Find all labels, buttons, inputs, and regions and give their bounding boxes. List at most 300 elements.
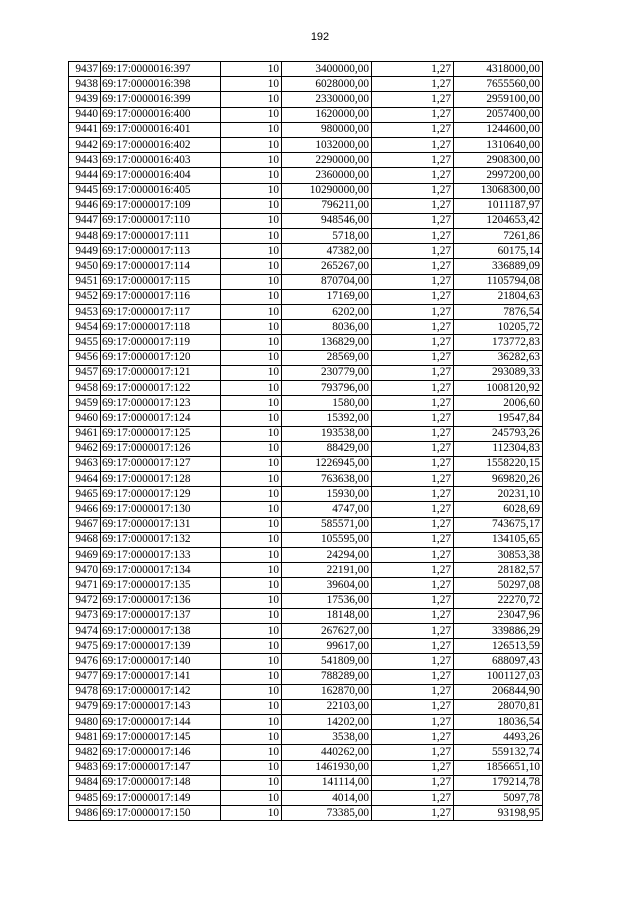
cadastral-value-cell: 28182,57 <box>454 563 543 578</box>
coefficient-a-cell: 10 <box>221 153 282 168</box>
coefficient-k-cell: 1,27 <box>372 305 454 320</box>
coefficient-a-cell: 10 <box>221 487 282 502</box>
row-number-cell: 9483 <box>69 760 101 775</box>
coefficient-k-cell: 1,27 <box>372 183 454 198</box>
coefficient-a-cell: 10 <box>221 259 282 274</box>
cadastral-number-cell: 69:17:0000017:144 <box>101 715 221 730</box>
row-number-cell: 9440 <box>69 107 101 122</box>
row-number-cell: 9482 <box>69 745 101 760</box>
cadastral-number-cell: 69:17:0000016:399 <box>101 92 221 107</box>
row-number-cell: 9485 <box>69 791 101 806</box>
row-number-cell: 9445 <box>69 183 101 198</box>
row-number-cell: 9468 <box>69 532 101 547</box>
coefficient-k-cell: 1,27 <box>372 122 454 137</box>
cadastral-value-cell: 20231,10 <box>454 487 543 502</box>
cadastral-value-cell: 7655560,00 <box>454 77 543 92</box>
coefficient-k-cell: 1,27 <box>372 62 454 77</box>
coefficient-k-cell: 1,27 <box>372 654 454 669</box>
cadastral-value-cell: 50297,08 <box>454 578 543 593</box>
coefficient-a-cell: 10 <box>221 578 282 593</box>
coefficient-a-cell: 10 <box>221 213 282 228</box>
row-number-cell: 9474 <box>69 623 101 638</box>
table-row <box>69 456 543 471</box>
cadastral-value-cell: 1001127,03 <box>454 669 543 684</box>
row-number-cell: 9453 <box>69 305 101 320</box>
base-value-cell: 8036,00 <box>282 320 372 335</box>
coefficient-a-cell: 10 <box>221 654 282 669</box>
row-number-cell: 9455 <box>69 335 101 350</box>
cadastral-value-cell: 5097,78 <box>454 791 543 806</box>
base-value-cell: 162870,00 <box>282 684 372 699</box>
table-row <box>69 563 543 578</box>
cadastral-value-cell: 1856651,10 <box>454 760 543 775</box>
table-row <box>69 229 543 244</box>
table-row <box>69 806 543 821</box>
row-number-cell: 9470 <box>69 563 101 578</box>
cadastral-number-cell: 69:17:0000017:111 <box>101 229 221 244</box>
coefficient-a-cell: 10 <box>221 107 282 122</box>
base-value-cell: 1226945,00 <box>282 456 372 471</box>
cadastral-number-cell: 69:17:0000017:119 <box>101 335 221 350</box>
coefficient-k-cell: 1,27 <box>372 380 454 395</box>
coefficient-a-cell: 10 <box>221 806 282 821</box>
row-number-cell: 9438 <box>69 77 101 92</box>
cadastral-value-cell: 21804,63 <box>454 289 543 304</box>
base-value-cell: 788289,00 <box>282 669 372 684</box>
base-value-cell: 10290000,00 <box>282 183 372 198</box>
coefficient-a-cell: 10 <box>221 77 282 92</box>
coefficient-a-cell: 10 <box>221 456 282 471</box>
row-number-cell: 9465 <box>69 487 101 502</box>
table-row <box>69 669 543 684</box>
cadastral-value-cell: 134105,65 <box>454 532 543 547</box>
base-value-cell: 6028000,00 <box>282 77 372 92</box>
base-value-cell: 1620000,00 <box>282 107 372 122</box>
row-number-cell: 9484 <box>69 775 101 790</box>
table-row <box>69 593 543 608</box>
table-row <box>69 699 543 714</box>
cadastral-number-cell: 69:17:0000017:145 <box>101 730 221 745</box>
table-row <box>69 168 543 183</box>
base-value-cell: 39604,00 <box>282 578 372 593</box>
page-number: 192 <box>310 31 330 43</box>
cadastral-number-cell: 69:17:0000017:132 <box>101 532 221 547</box>
base-value-cell: 2360000,00 <box>282 168 372 183</box>
row-number-cell: 9448 <box>69 229 101 244</box>
row-number-cell: 9443 <box>69 153 101 168</box>
cadastral-number-cell: 69:17:0000017:113 <box>101 244 221 259</box>
coefficient-a-cell: 10 <box>221 548 282 563</box>
cadastral-value-cell: 206844,90 <box>454 684 543 699</box>
cadastral-value-cell: 1204653,42 <box>454 213 543 228</box>
cadastral-number-cell: 69:17:0000017:137 <box>101 608 221 623</box>
row-number-cell: 9460 <box>69 411 101 426</box>
coefficient-a-cell: 10 <box>221 639 282 654</box>
cadastral-number-cell: 69:17:0000017:128 <box>101 472 221 487</box>
coefficient-a-cell: 10 <box>221 745 282 760</box>
coefficient-a-cell: 10 <box>221 608 282 623</box>
cadastral-value-cell: 1310640,00 <box>454 137 543 152</box>
coefficient-k-cell: 1,27 <box>372 320 454 335</box>
table-row <box>69 548 543 563</box>
table-row <box>69 259 543 274</box>
table-row <box>69 426 543 441</box>
base-value-cell: 796211,00 <box>282 198 372 213</box>
coefficient-k-cell: 1,27 <box>372 487 454 502</box>
coefficient-k-cell: 1,27 <box>372 198 454 213</box>
base-value-cell: 24294,00 <box>282 548 372 563</box>
cadastral-number-cell: 69:17:0000017:110 <box>101 213 221 228</box>
base-value-cell: 980000,00 <box>282 122 372 137</box>
cadastral-value-cell: 10205,72 <box>454 320 543 335</box>
coefficient-a-cell: 10 <box>221 517 282 532</box>
cadastral-number-cell: 69:17:0000017:141 <box>101 669 221 684</box>
coefficient-a-cell: 10 <box>221 563 282 578</box>
table-row <box>69 365 543 380</box>
table-row <box>69 608 543 623</box>
cadastral-number-cell: 69:17:0000017:143 <box>101 699 221 714</box>
base-value-cell: 5718,00 <box>282 229 372 244</box>
coefficient-a-cell: 10 <box>221 775 282 790</box>
cadastral-value-cell: 293089,33 <box>454 365 543 380</box>
row-number-cell: 9452 <box>69 289 101 304</box>
cadastral-value-cell: 1008120,92 <box>454 380 543 395</box>
cadastral-value-cell: 18036,54 <box>454 715 543 730</box>
base-value-cell: 230779,00 <box>282 365 372 380</box>
table-row <box>69 62 543 77</box>
row-number-cell: 9454 <box>69 320 101 335</box>
cadastral-number-cell: 69:17:0000016:397 <box>101 62 221 77</box>
row-number-cell: 9449 <box>69 244 101 259</box>
coefficient-k-cell: 1,27 <box>372 456 454 471</box>
base-value-cell: 22191,00 <box>282 563 372 578</box>
cadastral-number-cell: 69:17:0000017:142 <box>101 684 221 699</box>
coefficient-a-cell: 10 <box>221 441 282 456</box>
row-number-cell: 9458 <box>69 380 101 395</box>
table-row <box>69 472 543 487</box>
coefficient-a-cell: 10 <box>221 168 282 183</box>
row-number-cell: 9463 <box>69 456 101 471</box>
table-row <box>69 623 543 638</box>
cadastral-value-cell: 2908300,00 <box>454 153 543 168</box>
cadastral-number-cell: 69:17:0000017:149 <box>101 791 221 806</box>
coefficient-a-cell: 10 <box>221 669 282 684</box>
coefficient-a-cell: 10 <box>221 305 282 320</box>
cadastral-value-cell: 22270,72 <box>454 593 543 608</box>
table-row <box>69 198 543 213</box>
coefficient-a-cell: 10 <box>221 411 282 426</box>
table-row <box>69 274 543 289</box>
cadastral-value-cell: 969820,26 <box>454 472 543 487</box>
table-row <box>69 487 543 502</box>
base-value-cell: 1032000,00 <box>282 137 372 152</box>
cadastral-number-cell: 69:17:0000017:125 <box>101 426 221 441</box>
table-row <box>69 289 543 304</box>
cadastral-value-cell: 2006,60 <box>454 396 543 411</box>
coefficient-k-cell: 1,27 <box>372 274 454 289</box>
base-value-cell: 6202,00 <box>282 305 372 320</box>
coefficient-k-cell: 1,27 <box>372 532 454 547</box>
coefficient-k-cell: 1,27 <box>372 472 454 487</box>
cadastral-value-cell: 2997200,00 <box>454 168 543 183</box>
cadastral-value-cell: 2057400,00 <box>454 107 543 122</box>
row-number-cell: 9469 <box>69 548 101 563</box>
coefficient-a-cell: 10 <box>221 335 282 350</box>
table-row <box>69 715 543 730</box>
table-row <box>69 244 543 259</box>
coefficient-k-cell: 1,27 <box>372 396 454 411</box>
base-value-cell: 15930,00 <box>282 487 372 502</box>
row-number-cell: 9459 <box>69 396 101 411</box>
coefficient-a-cell: 10 <box>221 274 282 289</box>
coefficient-a-cell: 10 <box>221 623 282 638</box>
cadastral-number-cell: 69:17:0000017:131 <box>101 517 221 532</box>
coefficient-k-cell: 1,27 <box>372 715 454 730</box>
cadastral-number-cell: 69:17:0000017:129 <box>101 487 221 502</box>
coefficient-a-cell: 10 <box>221 198 282 213</box>
cadastral-value-cell: 245793,26 <box>454 426 543 441</box>
table-row <box>69 441 543 456</box>
cadastral-number-cell: 69:17:0000017:136 <box>101 593 221 608</box>
cadastral-value-cell: 4318000,00 <box>454 62 543 77</box>
row-number-cell: 9457 <box>69 365 101 380</box>
cadastral-value-cell: 4493,26 <box>454 730 543 745</box>
coefficient-a-cell: 10 <box>221 532 282 547</box>
coefficient-k-cell: 1,27 <box>372 77 454 92</box>
cadastral-value-cell: 1558220,15 <box>454 456 543 471</box>
coefficient-a-cell: 10 <box>221 350 282 365</box>
row-number-cell: 9472 <box>69 593 101 608</box>
table-row <box>69 350 543 365</box>
table-row <box>69 183 543 198</box>
cadastral-number-cell: 69:17:0000017:109 <box>101 198 221 213</box>
table-row <box>69 380 543 395</box>
cadastral-number-cell: 69:17:0000017:115 <box>101 274 221 289</box>
row-number-cell: 9456 <box>69 350 101 365</box>
coefficient-a-cell: 10 <box>221 684 282 699</box>
cadastral-number-cell: 69:17:0000017:148 <box>101 775 221 790</box>
row-number-cell: 9473 <box>69 608 101 623</box>
coefficient-a-cell: 10 <box>221 593 282 608</box>
row-number-cell: 9471 <box>69 578 101 593</box>
cadastral-number-cell: 69:17:0000017:116 <box>101 289 221 304</box>
cadastral-value-cell: 13068300,00 <box>454 183 543 198</box>
row-number-cell: 9450 <box>69 259 101 274</box>
table-row <box>69 396 543 411</box>
coefficient-k-cell: 1,27 <box>372 441 454 456</box>
row-number-cell: 9441 <box>69 122 101 137</box>
coefficient-a-cell: 10 <box>221 699 282 714</box>
base-value-cell: 3400000,00 <box>282 62 372 77</box>
cadastral-number-cell: 69:17:0000017:135 <box>101 578 221 593</box>
base-value-cell: 948546,00 <box>282 213 372 228</box>
coefficient-a-cell: 10 <box>221 715 282 730</box>
coefficient-k-cell: 1,27 <box>372 107 454 122</box>
row-number-cell: 9467 <box>69 517 101 532</box>
cadastral-value-cell: 1011187,97 <box>454 198 543 213</box>
coefficient-a-cell: 10 <box>221 380 282 395</box>
base-value-cell: 105595,00 <box>282 532 372 547</box>
row-number-cell: 9479 <box>69 699 101 714</box>
cadastral-value-cell: 743675,17 <box>454 517 543 532</box>
row-number-cell: 9461 <box>69 426 101 441</box>
coefficient-a-cell: 10 <box>221 244 282 259</box>
base-value-cell: 22103,00 <box>282 699 372 714</box>
cadastral-number-cell: 69:17:0000017:118 <box>101 320 221 335</box>
cadastral-number-cell: 69:17:0000016:405 <box>101 183 221 198</box>
coefficient-k-cell: 1,27 <box>372 775 454 790</box>
cadastral-number-cell: 69:17:0000017:122 <box>101 380 221 395</box>
coefficient-k-cell: 1,27 <box>372 563 454 578</box>
table-row <box>69 532 543 547</box>
cadastral-value-cell: 7261,86 <box>454 229 543 244</box>
coefficient-k-cell: 1,27 <box>372 411 454 426</box>
row-number-cell: 9466 <box>69 502 101 517</box>
row-number-cell: 9462 <box>69 441 101 456</box>
row-number-cell: 9444 <box>69 168 101 183</box>
table-row <box>69 517 543 532</box>
coefficient-k-cell: 1,27 <box>372 168 454 183</box>
cadastral-value-cell: 126513,59 <box>454 639 543 654</box>
cadastral-number-cell: 69:17:0000017:133 <box>101 548 221 563</box>
table-row <box>69 791 543 806</box>
row-number-cell: 9451 <box>69 274 101 289</box>
coefficient-k-cell: 1,27 <box>372 259 454 274</box>
table-row <box>69 760 543 775</box>
cadastral-number-cell: 69:17:0000017:127 <box>101 456 221 471</box>
cadastral-number-cell: 69:17:0000017:126 <box>101 441 221 456</box>
coefficient-k-cell: 1,27 <box>372 502 454 517</box>
base-value-cell: 99617,00 <box>282 639 372 654</box>
table-row <box>69 578 543 593</box>
coefficient-a-cell: 10 <box>221 229 282 244</box>
table-row <box>69 335 543 350</box>
cadastral-number-cell: 69:17:0000017:147 <box>101 760 221 775</box>
table-row <box>69 411 543 426</box>
coefficient-k-cell: 1,27 <box>372 745 454 760</box>
table-row <box>69 320 543 335</box>
coefficient-k-cell: 1,27 <box>372 426 454 441</box>
coefficient-a-cell: 10 <box>221 760 282 775</box>
cadastral-number-cell: 69:17:0000017:124 <box>101 411 221 426</box>
cadastral-number-cell: 69:17:0000017:134 <box>101 563 221 578</box>
row-number-cell: 9480 <box>69 715 101 730</box>
cadastral-number-cell: 69:17:0000016:402 <box>101 137 221 152</box>
cadastral-number-cell: 69:17:0000016:398 <box>101 77 221 92</box>
cadastral-value-cell: 336889,09 <box>454 259 543 274</box>
table-row <box>69 639 543 654</box>
base-value-cell: 14202,00 <box>282 715 372 730</box>
row-number-cell: 9478 <box>69 684 101 699</box>
row-number-cell: 9477 <box>69 669 101 684</box>
base-value-cell: 541809,00 <box>282 654 372 669</box>
base-value-cell: 870704,00 <box>282 274 372 289</box>
coefficient-a-cell: 10 <box>221 365 282 380</box>
coefficient-k-cell: 1,27 <box>372 335 454 350</box>
cadastral-number-cell: 69:17:0000017:121 <box>101 365 221 380</box>
cadastral-value-table <box>68 61 543 821</box>
table-row <box>69 684 543 699</box>
cadastral-value-cell: 112304,83 <box>454 441 543 456</box>
row-number-cell: 9442 <box>69 137 101 152</box>
cadastral-value-cell: 60175,14 <box>454 244 543 259</box>
table-row <box>69 77 543 92</box>
coefficient-a-cell: 10 <box>221 730 282 745</box>
table-row <box>69 730 543 745</box>
coefficient-k-cell: 1,27 <box>372 517 454 532</box>
coefficient-k-cell: 1,27 <box>372 608 454 623</box>
coefficient-k-cell: 1,27 <box>372 684 454 699</box>
cadastral-value-cell: 559132,74 <box>454 745 543 760</box>
table-row <box>69 92 543 107</box>
cadastral-value-cell: 36282,63 <box>454 350 543 365</box>
table-row <box>69 107 543 122</box>
cadastral-number-cell: 69:17:0000017:140 <box>101 654 221 669</box>
cadastral-number-cell: 69:17:0000017:123 <box>101 396 221 411</box>
table-body <box>69 62 543 821</box>
coefficient-k-cell: 1,27 <box>372 92 454 107</box>
cadastral-value-cell: 179214,78 <box>454 775 543 790</box>
cadastral-number-cell: 69:17:0000017:114 <box>101 259 221 274</box>
cadastral-value-cell: 6028,69 <box>454 502 543 517</box>
table-row <box>69 775 543 790</box>
cadastral-number-cell: 69:17:0000017:146 <box>101 745 221 760</box>
cadastral-value-cell: 339886,29 <box>454 623 543 638</box>
coefficient-a-cell: 10 <box>221 183 282 198</box>
coefficient-k-cell: 1,27 <box>372 623 454 638</box>
coefficient-a-cell: 10 <box>221 92 282 107</box>
base-value-cell: 440262,00 <box>282 745 372 760</box>
coefficient-k-cell: 1,27 <box>372 593 454 608</box>
cadastral-number-cell: 69:17:0000017:150 <box>101 806 221 821</box>
table-row <box>69 122 543 137</box>
coefficient-k-cell: 1,27 <box>372 639 454 654</box>
cadastral-value-cell: 30853,38 <box>454 548 543 563</box>
base-value-cell: 4014,00 <box>282 791 372 806</box>
base-value-cell: 763638,00 <box>282 472 372 487</box>
coefficient-k-cell: 1,27 <box>372 730 454 745</box>
row-number-cell: 9437 <box>69 62 101 77</box>
base-value-cell: 1461930,00 <box>282 760 372 775</box>
base-value-cell: 2290000,00 <box>282 153 372 168</box>
coefficient-a-cell: 10 <box>221 502 282 517</box>
coefficient-k-cell: 1,27 <box>372 548 454 563</box>
row-number-cell: 9464 <box>69 472 101 487</box>
coefficient-k-cell: 1,27 <box>372 229 454 244</box>
cadastral-value-cell: 173772,83 <box>454 335 543 350</box>
cadastral-value-cell: 19547,84 <box>454 411 543 426</box>
cadastral-value-cell: 688097,43 <box>454 654 543 669</box>
coefficient-k-cell: 1,27 <box>372 365 454 380</box>
coefficient-k-cell: 1,27 <box>372 699 454 714</box>
coefficient-k-cell: 1,27 <box>372 289 454 304</box>
coefficient-a-cell: 10 <box>221 791 282 806</box>
table-row <box>69 654 543 669</box>
table-row <box>69 305 543 320</box>
base-value-cell: 17169,00 <box>282 289 372 304</box>
cadastral-number-cell: 69:17:0000017:120 <box>101 350 221 365</box>
coefficient-a-cell: 10 <box>221 62 282 77</box>
table-row <box>69 137 543 152</box>
coefficient-a-cell: 10 <box>221 289 282 304</box>
coefficient-a-cell: 10 <box>221 137 282 152</box>
cadastral-number-cell: 69:17:0000017:139 <box>101 639 221 654</box>
base-value-cell: 28569,00 <box>282 350 372 365</box>
coefficient-k-cell: 1,27 <box>372 153 454 168</box>
coefficient-k-cell: 1,27 <box>372 213 454 228</box>
coefficient-k-cell: 1,27 <box>372 137 454 152</box>
table-row <box>69 153 543 168</box>
